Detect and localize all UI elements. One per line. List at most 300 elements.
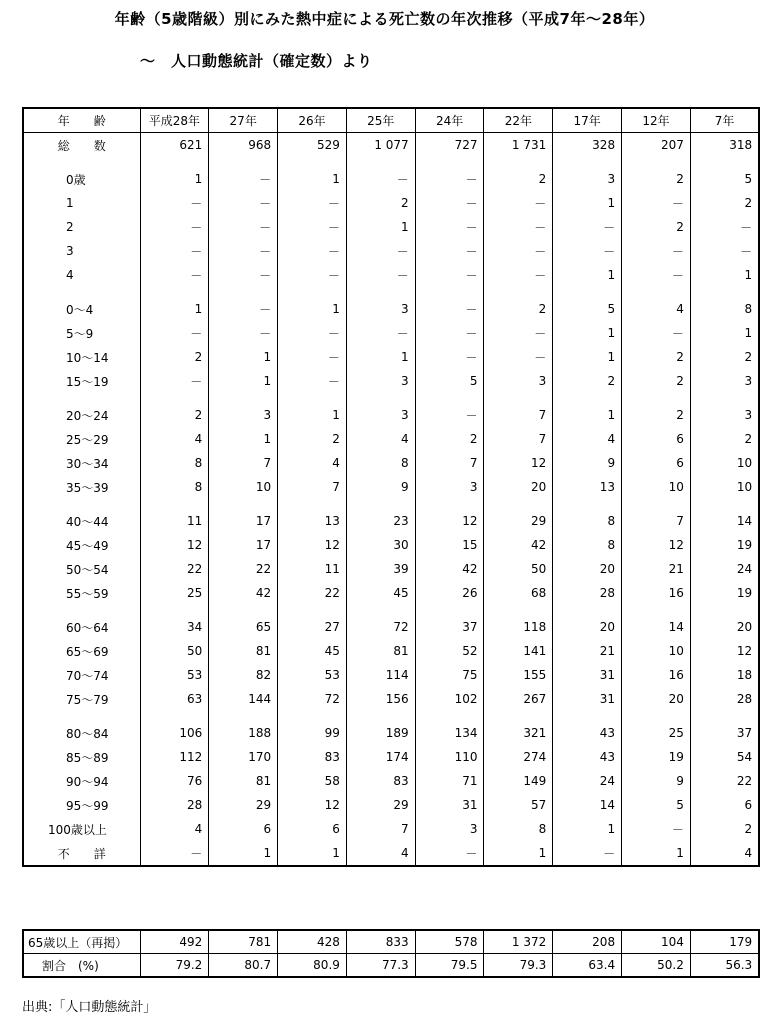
value-cell: 5	[622, 793, 691, 817]
value-cell: 17	[209, 533, 278, 557]
value-cell: 5	[690, 167, 759, 191]
value-cell: 50	[484, 557, 553, 581]
table-row	[23, 239, 759, 263]
value-cell: 3	[553, 167, 622, 191]
age-label: 5～9	[66, 326, 94, 341]
value-cell: 2	[690, 817, 759, 841]
spacer-cell	[209, 711, 278, 721]
age-label: 4	[66, 268, 74, 282]
value-cell: －	[346, 167, 415, 191]
value-cell: 52	[415, 639, 484, 663]
value-cell: 31	[553, 663, 622, 687]
spacer-cell	[622, 605, 691, 615]
value-cell: 29	[484, 509, 553, 533]
spacer-cell	[346, 393, 415, 403]
spacer-cell	[346, 499, 415, 509]
value-cell: －	[484, 321, 553, 345]
header-year: 平成28年	[140, 108, 209, 133]
table-row	[23, 581, 759, 605]
value-cell: 7	[346, 817, 415, 841]
value-cell: －	[484, 191, 553, 215]
value-cell: 144	[209, 687, 278, 711]
value-cell: 1	[553, 191, 622, 215]
header-year: 25年	[346, 108, 415, 133]
value-cell: 9	[553, 451, 622, 475]
page-subtitle: ～ 人口動態統計（確定数）より	[140, 52, 373, 70]
value-cell: 58	[278, 769, 347, 793]
value-cell: 2	[278, 427, 347, 451]
value-cell: 45	[278, 639, 347, 663]
value-cell: 12	[278, 793, 347, 817]
value-cell: －	[278, 239, 347, 263]
value-cell: 155	[484, 663, 553, 687]
value-cell: 28	[140, 793, 209, 817]
value-cell: 29	[209, 793, 278, 817]
value-cell: 16	[622, 663, 691, 687]
table-row	[23, 793, 759, 817]
value-cell: 65	[209, 615, 278, 639]
value-cell: 11	[278, 557, 347, 581]
value-cell: 14	[553, 793, 622, 817]
value-cell: 10	[690, 475, 759, 499]
value-cell: 1	[209, 369, 278, 393]
age-label: 100歳以上	[48, 822, 107, 837]
value-cell: 141	[484, 639, 553, 663]
value-cell: 31	[415, 793, 484, 817]
value-cell: 156	[346, 687, 415, 711]
value-cell: 14	[622, 615, 691, 639]
value-cell: 9	[622, 769, 691, 793]
value-cell: 1 731	[484, 133, 553, 158]
value-cell: 134	[415, 721, 484, 745]
value-cell: 267	[484, 687, 553, 711]
summary-row-65plus	[23, 930, 759, 954]
spacer-cell	[622, 393, 691, 403]
value-cell: －	[140, 369, 209, 393]
value-cell: 2	[346, 191, 415, 215]
value-cell: 3	[346, 403, 415, 427]
header-year: 26年	[278, 108, 347, 133]
spacer-cell	[622, 711, 691, 721]
value-cell: 1	[553, 403, 622, 427]
age-label: 90～94	[66, 774, 109, 789]
deaths-by-age-table	[22, 107, 760, 867]
value-cell: 10	[622, 475, 691, 499]
spacer-cell	[278, 393, 347, 403]
value-cell: －	[415, 297, 484, 321]
value-cell: －	[278, 369, 347, 393]
spacer-cell	[690, 157, 759, 167]
value-cell: －	[278, 345, 347, 369]
value-cell: －	[415, 321, 484, 345]
header-year: 22年	[484, 108, 553, 133]
value-cell: 8	[484, 817, 553, 841]
value-cell: 12	[484, 451, 553, 475]
value-cell: 11	[140, 509, 209, 533]
value-cell: 1	[346, 345, 415, 369]
value-cell: 19	[690, 533, 759, 557]
value-cell: －	[484, 239, 553, 263]
value-cell: 4	[553, 427, 622, 451]
value-cell: 21	[553, 639, 622, 663]
value-cell: 19	[690, 581, 759, 605]
spacer-cell	[484, 157, 553, 167]
value-cell: 24	[553, 769, 622, 793]
value-cell: 27	[278, 615, 347, 639]
age-label: 35～39	[66, 480, 109, 495]
spacer-cell	[23, 393, 140, 403]
value-cell: －	[484, 263, 553, 287]
spacer-cell	[690, 711, 759, 721]
value-cell: 13	[278, 509, 347, 533]
table-row	[23, 533, 759, 557]
age-label: 45～49	[66, 538, 109, 553]
value-cell: －	[415, 841, 484, 866]
spacer-cell	[484, 605, 553, 615]
spacer-cell	[690, 499, 759, 509]
age-label: 1	[66, 196, 74, 210]
spacer-cell	[209, 499, 278, 509]
value-cell: 18	[690, 663, 759, 687]
value-cell: 2	[484, 167, 553, 191]
value-cell: 34	[140, 615, 209, 639]
table-row	[23, 297, 759, 321]
value-cell: －	[140, 263, 209, 287]
source-note: 出典:「人口動態統計」	[22, 1000, 157, 1015]
value-cell: 12	[278, 533, 347, 557]
value-cell: 31	[553, 687, 622, 711]
value-cell: 24	[690, 557, 759, 581]
value-cell: 207	[622, 133, 691, 158]
value-cell: 71	[415, 769, 484, 793]
value-cell: －	[209, 239, 278, 263]
spacer-cell	[553, 711, 622, 721]
value-cell: 29	[346, 793, 415, 817]
value-cell: －	[622, 817, 691, 841]
value-cell: 21	[622, 557, 691, 581]
value-cell: －	[278, 263, 347, 287]
header-age: 年 齢	[23, 108, 140, 133]
value-cell: －	[690, 239, 759, 263]
value-cell: 2	[553, 369, 622, 393]
table-row	[23, 427, 759, 451]
value-cell: 149	[484, 769, 553, 793]
value-cell: 22	[209, 557, 278, 581]
spacer-cell	[140, 499, 209, 509]
spacer-cell	[553, 157, 622, 167]
value-cell: 43	[553, 721, 622, 745]
value-cell: 13	[553, 475, 622, 499]
value-cell: 7	[278, 475, 347, 499]
table-row	[23, 345, 759, 369]
spacer-row	[23, 711, 759, 721]
value-cell: 1	[140, 297, 209, 321]
value-cell: 2	[622, 167, 691, 191]
value-cell: 179	[690, 930, 759, 954]
value-cell: 3	[690, 403, 759, 427]
value-cell: 114	[346, 663, 415, 687]
spacer-cell	[484, 287, 553, 297]
value-cell: 10	[622, 639, 691, 663]
value-cell: 4	[346, 427, 415, 451]
value-cell: 188	[209, 721, 278, 745]
value-cell: 2	[140, 403, 209, 427]
header-row	[23, 108, 759, 133]
spacer-cell	[140, 157, 209, 167]
value-cell: 80.9	[278, 954, 347, 978]
age-label: 75～79	[66, 692, 109, 707]
age-label: 3	[66, 244, 74, 258]
value-cell: 6	[690, 793, 759, 817]
value-cell: 16	[622, 581, 691, 605]
value-cell: 56.3	[690, 954, 759, 978]
value-cell: 2	[622, 369, 691, 393]
value-cell: 2	[622, 215, 691, 239]
value-cell: －	[484, 215, 553, 239]
value-cell: 7	[209, 451, 278, 475]
spacer-cell	[209, 157, 278, 167]
spacer-cell	[140, 605, 209, 615]
value-cell: 53	[140, 663, 209, 687]
value-cell: －	[140, 239, 209, 263]
table-row	[23, 639, 759, 663]
value-cell: －	[346, 321, 415, 345]
spacer-cell	[23, 157, 140, 167]
value-cell: 1	[553, 817, 622, 841]
age-label: 80～84	[66, 726, 109, 741]
value-cell: －	[622, 239, 691, 263]
value-cell: －	[140, 191, 209, 215]
value-cell: 72	[278, 687, 347, 711]
value-cell: 1	[278, 841, 347, 866]
value-cell: 7	[484, 427, 553, 451]
value-cell: 621	[140, 133, 209, 158]
age-label: 15～19	[66, 374, 109, 389]
spacer-cell	[484, 711, 553, 721]
value-cell: 8	[553, 533, 622, 557]
value-cell: 1	[209, 345, 278, 369]
value-cell: 4	[622, 297, 691, 321]
age-label: 0～4	[66, 302, 94, 317]
value-cell: 25	[140, 581, 209, 605]
header-year: 12年	[622, 108, 691, 133]
value-cell: 20	[622, 687, 691, 711]
table-row	[23, 263, 759, 287]
spacer-cell	[23, 711, 140, 721]
value-cell: 1	[209, 841, 278, 866]
value-cell: 79.5	[415, 954, 484, 978]
value-cell: 72	[346, 615, 415, 639]
value-cell: 1	[209, 427, 278, 451]
value-cell: 492	[140, 930, 209, 954]
value-cell: 53	[278, 663, 347, 687]
age-label: 総 数	[57, 138, 106, 153]
spacer-cell	[622, 157, 691, 167]
table-row	[23, 745, 759, 769]
spacer-cell	[346, 605, 415, 615]
value-cell: 26	[415, 581, 484, 605]
value-cell: 1 372	[484, 930, 553, 954]
value-cell: －	[415, 403, 484, 427]
table-row	[23, 769, 759, 793]
spacer-cell	[23, 287, 140, 297]
value-cell: 7	[484, 403, 553, 427]
table-row	[23, 721, 759, 745]
value-cell: 43	[553, 745, 622, 769]
value-cell: 80.7	[209, 954, 278, 978]
age-label: 60～64	[66, 620, 109, 635]
value-cell: 3	[346, 297, 415, 321]
table-row	[23, 841, 759, 866]
spacer-row	[23, 499, 759, 509]
table-row	[23, 403, 759, 427]
age-label: 95～99	[66, 798, 109, 813]
value-cell: －	[140, 321, 209, 345]
value-cell: 83	[346, 769, 415, 793]
value-cell: 22	[140, 557, 209, 581]
value-cell: 8	[690, 297, 759, 321]
spacer-cell	[278, 499, 347, 509]
table-row	[23, 663, 759, 687]
value-cell: 20	[553, 615, 622, 639]
value-cell: 12	[622, 533, 691, 557]
value-cell: 1	[690, 263, 759, 287]
value-cell: 23	[346, 509, 415, 533]
value-cell: 321	[484, 721, 553, 745]
spacer-cell	[346, 287, 415, 297]
value-cell: 50	[140, 639, 209, 663]
value-cell: －	[209, 167, 278, 191]
value-cell: 5	[553, 297, 622, 321]
summary-body	[23, 930, 759, 977]
value-cell: 578	[415, 930, 484, 954]
value-cell: －	[415, 191, 484, 215]
summary-table	[22, 929, 760, 978]
age-label: 55～59	[66, 586, 109, 601]
value-cell: 10	[690, 451, 759, 475]
value-cell: －	[209, 321, 278, 345]
value-cell: 112	[140, 745, 209, 769]
value-cell: 81	[346, 639, 415, 663]
value-cell: 12	[140, 533, 209, 557]
value-cell: －	[278, 215, 347, 239]
spacer-cell	[278, 711, 347, 721]
age-label: 不 詳	[57, 846, 106, 861]
spacer-cell	[140, 287, 209, 297]
age-label: 40～44	[66, 514, 109, 529]
spacer-cell	[278, 605, 347, 615]
age-label: 65歳以上（再掲）	[28, 935, 128, 950]
value-cell: 1	[484, 841, 553, 866]
value-cell: 318	[690, 133, 759, 158]
header-year: 7年	[690, 108, 759, 133]
value-cell: 7	[622, 509, 691, 533]
header-year: 17年	[553, 108, 622, 133]
table-row	[23, 615, 759, 639]
value-cell: 4	[690, 841, 759, 866]
spacer-cell	[484, 393, 553, 403]
value-cell: 428	[278, 930, 347, 954]
age-label: 20～24	[66, 408, 109, 423]
spacer-cell	[415, 157, 484, 167]
value-cell: 1	[278, 167, 347, 191]
spacer-row	[23, 393, 759, 403]
value-cell: 79.2	[140, 954, 209, 978]
spacer-cell	[415, 605, 484, 615]
table-row	[23, 687, 759, 711]
value-cell: 1 077	[346, 133, 415, 158]
value-cell: 54	[690, 745, 759, 769]
summary-row-ratio	[23, 954, 759, 978]
value-cell: －	[415, 215, 484, 239]
value-cell: 20	[484, 475, 553, 499]
spacer-cell	[553, 499, 622, 509]
table-header	[23, 108, 759, 133]
table-row	[23, 321, 759, 345]
value-cell: 8	[553, 509, 622, 533]
value-cell: 42	[484, 533, 553, 557]
value-cell: 781	[209, 930, 278, 954]
value-cell: 208	[553, 930, 622, 954]
value-cell: －	[346, 263, 415, 287]
value-cell: －	[553, 841, 622, 866]
table-row	[23, 369, 759, 393]
value-cell: 104	[622, 930, 691, 954]
age-label: 65～69	[66, 644, 109, 659]
value-cell: －	[209, 263, 278, 287]
value-cell: 2	[415, 427, 484, 451]
value-cell: 68	[484, 581, 553, 605]
table-row	[23, 215, 759, 239]
value-cell: 2	[690, 191, 759, 215]
spacer-cell	[140, 393, 209, 403]
value-cell: 10	[209, 475, 278, 499]
age-label: 25～29	[66, 432, 109, 447]
value-cell: －	[346, 239, 415, 263]
value-cell: －	[622, 191, 691, 215]
spacer-cell	[622, 499, 691, 509]
table-body	[23, 133, 759, 867]
value-cell: －	[690, 215, 759, 239]
spacer-cell	[209, 605, 278, 615]
spacer-cell	[23, 605, 140, 615]
spacer-cell	[690, 287, 759, 297]
age-label: 70～74	[66, 668, 109, 683]
value-cell: 189	[346, 721, 415, 745]
spacer-cell	[622, 287, 691, 297]
value-cell: －	[140, 841, 209, 866]
spacer-cell	[346, 711, 415, 721]
value-cell: 1	[278, 297, 347, 321]
value-cell: 529	[278, 133, 347, 158]
value-cell: 6	[209, 817, 278, 841]
value-cell: －	[484, 345, 553, 369]
table-row	[23, 509, 759, 533]
spacer-cell	[209, 393, 278, 403]
value-cell: －	[622, 263, 691, 287]
value-cell: 20	[553, 557, 622, 581]
value-cell: 3	[209, 403, 278, 427]
spacer-cell	[553, 393, 622, 403]
value-cell: 3	[484, 369, 553, 393]
value-cell: 63.4	[553, 954, 622, 978]
spacer-cell	[484, 499, 553, 509]
spacer-row	[23, 605, 759, 615]
table-row	[23, 191, 759, 215]
value-cell: 81	[209, 639, 278, 663]
table-row	[23, 557, 759, 581]
value-cell: 15	[415, 533, 484, 557]
